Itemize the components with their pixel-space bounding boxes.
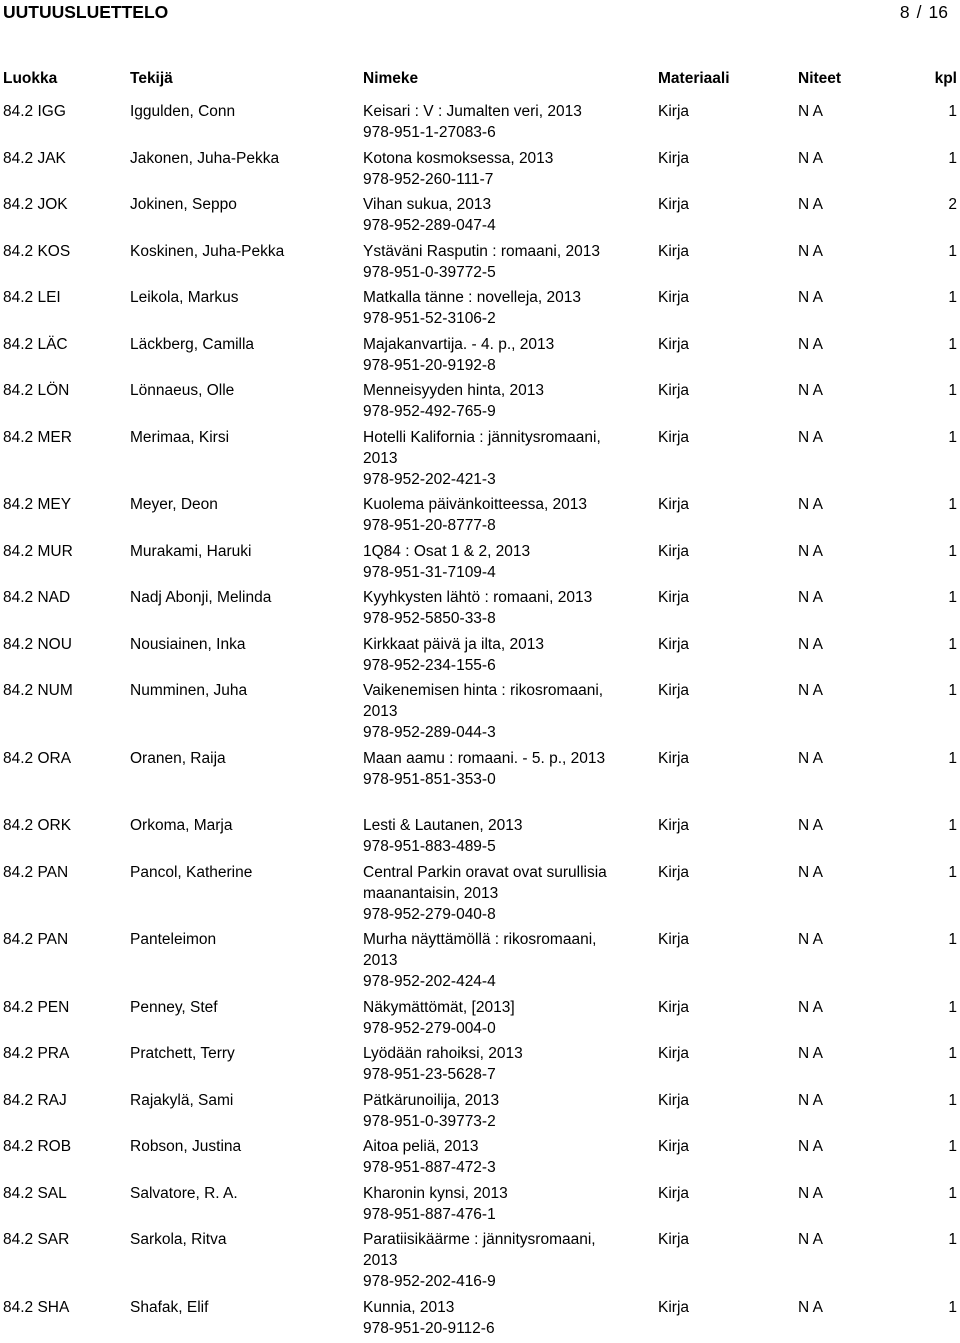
table-row: [0, 241, 960, 288]
cell-niteet: N A: [798, 1043, 823, 1064]
cell-nimeke: [363, 634, 623, 676]
cell-luokka: 84.2 LÄC: [3, 334, 68, 355]
cell-materiaali: Kirja: [658, 427, 689, 448]
cell-nimeke: [363, 101, 623, 143]
column-header-nimeke: Nimeke: [363, 68, 418, 89]
title-text: Central Parkin oravat ovat surullisia maanantaisin, 2013: [363, 864, 607, 902]
cell-nimeke: [363, 815, 623, 857]
cell-kpl: 1: [948, 380, 957, 401]
cell-tekija: Läckberg, Camilla: [130, 334, 254, 355]
isbn-text: 978-952-260-111-7: [363, 169, 623, 190]
cell-luokka: 84.2 NUM: [3, 680, 73, 701]
cell-materiaali: Kirja: [658, 997, 689, 1018]
table-header: [0, 68, 960, 90]
cell-kpl: 1: [948, 1229, 957, 1250]
cell-niteet: N A: [798, 541, 823, 562]
table-row: [0, 748, 960, 816]
table-row: [0, 148, 960, 195]
cell-materiaali: Kirja: [658, 494, 689, 515]
cell-luokka: 84.2 ROB: [3, 1136, 71, 1157]
cell-luokka: 84.2 PEN: [3, 997, 69, 1018]
cell-tekija: Pancol, Katherine: [130, 862, 252, 883]
title-text: Majakanvartija. - 4. p., 2013: [363, 336, 554, 353]
cell-tekija: Jakonen, Juha-Pekka: [130, 148, 279, 169]
cell-materiaali: Kirja: [658, 929, 689, 950]
title-text: Kirkkaat päivä ja ilta, 2013: [363, 636, 544, 653]
cell-kpl: 1: [948, 101, 957, 122]
cell-tekija: Meyer, Deon: [130, 494, 218, 515]
cell-nimeke: [363, 287, 623, 329]
isbn-text: 978-951-52-3106-2: [363, 308, 623, 329]
cell-tekija: Pratchett, Terry: [130, 1043, 235, 1064]
cell-materiaali: Kirja: [658, 587, 689, 608]
cell-materiaali: Kirja: [658, 1183, 689, 1204]
table-row: [0, 1229, 960, 1297]
cell-kpl: 1: [948, 680, 957, 701]
page-number: [900, 1, 948, 23]
cell-kpl: 1: [948, 427, 957, 448]
cell-materiaali: Kirja: [658, 241, 689, 262]
title-text: Lyödään rahoiksi, 2013: [363, 1045, 523, 1062]
cell-tekija: Jokinen, Seppo: [130, 194, 237, 215]
cell-materiaali: Kirja: [658, 1229, 689, 1250]
cell-nimeke: [363, 380, 623, 422]
cell-niteet: N A: [798, 929, 823, 950]
cell-materiaali: Kirja: [658, 1043, 689, 1064]
cell-tekija: Iggulden, Conn: [130, 101, 235, 122]
cell-niteet: N A: [798, 380, 823, 401]
cell-kpl: 1: [948, 334, 957, 355]
cell-tekija: Sarkola, Ritva: [130, 1229, 226, 1250]
cell-luokka: 84.2 PAN: [3, 862, 68, 883]
isbn-text: 978-952-279-004-0: [363, 1018, 623, 1039]
cell-nimeke: [363, 929, 623, 992]
title-text: Menneisyyden hinta, 2013: [363, 382, 544, 399]
cell-niteet: N A: [798, 427, 823, 448]
isbn-text: 978-952-202-424-4: [363, 971, 623, 992]
cell-niteet: N A: [798, 287, 823, 308]
cell-kpl: 1: [948, 634, 957, 655]
isbn-text: 978-952-234-155-6: [363, 655, 623, 676]
cell-niteet: N A: [798, 148, 823, 169]
cell-materiaali: Kirja: [658, 1090, 689, 1111]
cell-nimeke: [363, 541, 623, 583]
isbn-text: 978-951-0-39772-5: [363, 262, 623, 283]
cell-luokka: 84.2 JOK: [3, 194, 68, 215]
cell-kpl: 1: [948, 287, 957, 308]
isbn-text: 978-951-851-353-0: [363, 769, 623, 790]
cell-luokka: 84.2 IGG: [3, 101, 66, 122]
table-row: [0, 815, 960, 862]
cell-niteet: N A: [798, 862, 823, 883]
cell-luokka: 84.2 PRA: [3, 1043, 69, 1064]
cell-kpl: 1: [948, 494, 957, 515]
isbn-text: 978-951-20-9192-8: [363, 355, 623, 376]
isbn-text: 978-951-887-476-1: [363, 1204, 623, 1225]
cell-tekija: Rajakylä, Sami: [130, 1090, 233, 1111]
cell-materiaali: Kirja: [658, 287, 689, 308]
title-text: Ystäväni Rasputin : romaani, 2013: [363, 243, 600, 260]
table-row: [0, 494, 960, 541]
title-text: Kuolema päivänkoitteessa, 2013: [363, 496, 587, 513]
cell-nimeke: [363, 1136, 623, 1178]
table-row: [0, 194, 960, 241]
cell-materiaali: Kirja: [658, 541, 689, 562]
table-row: [0, 101, 960, 148]
cell-niteet: N A: [798, 1297, 823, 1318]
cell-nimeke: [363, 587, 623, 629]
title-text: Aitoa peliä, 2013: [363, 1138, 478, 1155]
title-text: Paratiisikäärme : jännitysromaani, 2013: [363, 1231, 596, 1269]
cell-nimeke: [363, 1229, 623, 1292]
table-row: [0, 334, 960, 381]
title-text: Kharonin kynsi, 2013: [363, 1185, 508, 1202]
table-row: [0, 541, 960, 588]
cell-niteet: N A: [798, 634, 823, 655]
title-text: Matkalla tänne : novelleja, 2013: [363, 289, 581, 306]
cell-tekija: Numminen, Juha: [130, 680, 247, 701]
cell-niteet: N A: [798, 334, 823, 355]
cell-materiaali: Kirja: [658, 334, 689, 355]
isbn-text: 978-951-883-489-5: [363, 836, 623, 857]
column-header-kpl: kpl: [935, 68, 957, 89]
isbn-text: 978-951-20-9112-6: [363, 1318, 623, 1339]
cell-tekija: Koskinen, Juha-Pekka: [130, 241, 284, 262]
cell-luokka: 84.2 MER: [3, 427, 72, 448]
cell-nimeke: [363, 427, 623, 490]
cell-materiaali: Kirja: [658, 748, 689, 769]
cell-tekija: Robson, Justina: [130, 1136, 241, 1157]
isbn-text: 978-951-887-472-3: [363, 1157, 623, 1178]
cell-niteet: N A: [798, 1136, 823, 1157]
isbn-text: 978-952-289-044-3: [363, 722, 623, 743]
table-row: [0, 1043, 960, 1090]
cell-luokka: 84.2 MEY: [3, 494, 71, 515]
cell-materiaali: Kirja: [658, 815, 689, 836]
cell-tekija: Shafak, Elif: [130, 1297, 208, 1318]
cell-kpl: 1: [948, 1136, 957, 1157]
cell-nimeke: [363, 1043, 623, 1085]
cell-luokka: 84.2 ORK: [3, 815, 71, 836]
isbn-text: 978-951-31-7109-4: [363, 562, 623, 583]
cell-niteet: N A: [798, 815, 823, 836]
isbn-text: 978-952-202-421-3: [363, 469, 623, 490]
cell-tekija: Merimaa, Kirsi: [130, 427, 229, 448]
cell-niteet: N A: [798, 748, 823, 769]
table-row: [0, 287, 960, 334]
isbn-text: 978-951-1-27083-6: [363, 122, 623, 143]
table-row: [0, 1136, 960, 1183]
cell-niteet: N A: [798, 241, 823, 262]
cell-tekija: Leikola, Markus: [130, 287, 239, 308]
cell-nimeke: [363, 148, 623, 190]
table-row: [0, 929, 960, 997]
column-header-niteet: Niteet: [798, 68, 841, 89]
cell-nimeke: [363, 1090, 623, 1132]
cell-kpl: 1: [948, 1183, 957, 1204]
cell-kpl: 1: [948, 587, 957, 608]
cell-kpl: 1: [948, 862, 957, 883]
table-row: [0, 1090, 960, 1137]
title-text: Hotelli Kalifornia : jännitysromaani, 2013: [363, 429, 601, 467]
isbn-text: 978-951-20-8777-8: [363, 515, 623, 536]
cell-tekija: Murakami, Haruki: [130, 541, 251, 562]
cell-nimeke: [363, 862, 623, 925]
cell-materiaali: Kirja: [658, 380, 689, 401]
cell-materiaali: Kirja: [658, 101, 689, 122]
column-header-tekija: Tekijä: [130, 68, 173, 89]
cell-tekija: Salvatore, R. A.: [130, 1183, 238, 1204]
title-text: Lesti & Lautanen, 2013: [363, 817, 522, 834]
cell-niteet: N A: [798, 587, 823, 608]
cell-kpl: 1: [948, 748, 957, 769]
cell-tekija: Oranen, Raija: [130, 748, 226, 769]
cell-materiaali: Kirja: [658, 1297, 689, 1318]
title-text: Vaikenemisen hinta : rikosromaani, 2013: [363, 682, 603, 720]
title-text: Pätkärunoilija, 2013: [363, 1092, 499, 1109]
title-text: Kyyhkysten lähtö : romaani, 2013: [363, 589, 592, 606]
page-title: UUTUUSLUETTELO: [3, 1, 168, 23]
cell-kpl: 1: [948, 1090, 957, 1111]
title-text: 1Q84 : Osat 1 & 2, 2013: [363, 543, 530, 560]
cell-niteet: N A: [798, 101, 823, 122]
cell-niteet: N A: [798, 680, 823, 701]
isbn-text: 978-951-0-39773-2: [363, 1111, 623, 1132]
title-text: Maan aamu : romaani. - 5. p., 2013: [363, 750, 605, 767]
cell-kpl: 1: [948, 997, 957, 1018]
cell-nimeke: [363, 494, 623, 536]
title-text: Keisari : V : Jumalten veri, 2013: [363, 103, 582, 120]
cell-luokka: 84.2 SAL: [3, 1183, 67, 1204]
cell-luokka: 84.2 RAJ: [3, 1090, 67, 1111]
isbn-text: 978-951-23-5628-7: [363, 1064, 623, 1085]
cell-niteet: N A: [798, 997, 823, 1018]
column-header-materiaali: Materiaali: [658, 68, 730, 89]
table-row: [0, 427, 960, 495]
table-row: [0, 680, 960, 748]
cell-nimeke: [363, 748, 623, 790]
cell-kpl: 1: [948, 241, 957, 262]
cell-nimeke: [363, 1297, 623, 1339]
cell-materiaali: Kirja: [658, 634, 689, 655]
table-row: [0, 997, 960, 1044]
cell-luokka: 84.2 LÖN: [3, 380, 69, 401]
cell-tekija: Orkoma, Marja: [130, 815, 233, 836]
cell-tekija: Penney, Stef: [130, 997, 218, 1018]
cell-materiaali: Kirja: [658, 148, 689, 169]
cell-kpl: 1: [948, 929, 957, 950]
isbn-text: 978-952-492-765-9: [363, 401, 623, 422]
table-row: [0, 634, 960, 681]
page-total: 16: [929, 1, 948, 23]
title-text: Murha näyttämöllä : rikosromaani, 2013: [363, 931, 596, 969]
title-text: Vihan sukua, 2013: [363, 196, 491, 213]
cell-materiaali: Kirja: [658, 1136, 689, 1157]
cell-luokka: 84.2 NAD: [3, 587, 70, 608]
cell-luokka: 84.2 KOS: [3, 241, 70, 262]
page-separator: /: [917, 1, 922, 23]
table-row: [0, 380, 960, 427]
cell-luokka: 84.2 PAN: [3, 929, 68, 950]
cell-kpl: 1: [948, 148, 957, 169]
isbn-text: 978-952-202-416-9: [363, 1271, 623, 1292]
cell-nimeke: [363, 680, 623, 743]
title-text: Näkymättömät, [2013]: [363, 999, 515, 1016]
cell-materiaali: Kirja: [658, 680, 689, 701]
cell-materiaali: Kirja: [658, 194, 689, 215]
cell-luokka: 84.2 ORA: [3, 748, 71, 769]
cell-niteet: N A: [798, 1183, 823, 1204]
cell-niteet: N A: [798, 1229, 823, 1250]
cell-luokka: 84.2 LEI: [3, 287, 61, 308]
title-text: Kunnia, 2013: [363, 1299, 454, 1316]
cell-niteet: N A: [798, 1090, 823, 1111]
cell-nimeke: [363, 334, 623, 376]
cell-tekija: Panteleimon: [130, 929, 216, 950]
table-row: [0, 862, 960, 930]
cell-nimeke: [363, 997, 623, 1039]
table-row: [0, 1183, 960, 1230]
cell-luokka: 84.2 SAR: [3, 1229, 69, 1250]
column-header-luokka: Luokka: [3, 68, 57, 89]
cell-luokka: 84.2 MUR: [3, 541, 73, 562]
catalog-table: [0, 101, 960, 1343]
isbn-text: 978-952-279-040-8: [363, 904, 623, 925]
cell-kpl: 1: [948, 1297, 957, 1318]
cell-luokka: 84.2 JAK: [3, 148, 66, 169]
table-row: [0, 587, 960, 634]
isbn-text: 978-952-5850-33-8: [363, 608, 623, 629]
cell-kpl: 1: [948, 815, 957, 836]
cell-niteet: N A: [798, 194, 823, 215]
title-text: Kotona kosmoksessa, 2013: [363, 150, 553, 167]
cell-tekija: Nousiainen, Inka: [130, 634, 245, 655]
cell-kpl: 1: [948, 1043, 957, 1064]
table-row: [0, 1297, 960, 1343]
cell-niteet: N A: [798, 494, 823, 515]
isbn-text: 978-952-289-047-4: [363, 215, 623, 236]
cell-nimeke: [363, 1183, 623, 1225]
cell-nimeke: [363, 241, 623, 283]
page-current: 8: [900, 1, 910, 23]
cell-nimeke: [363, 194, 623, 236]
cell-luokka: 84.2 SHA: [3, 1297, 69, 1318]
cell-luokka: 84.2 NOU: [3, 634, 72, 655]
cell-kpl: 1: [948, 541, 957, 562]
cell-tekija: Lönnaeus, Olle: [130, 380, 234, 401]
cell-kpl: 2: [948, 194, 957, 215]
cell-materiaali: Kirja: [658, 862, 689, 883]
cell-tekija: Nadj Abonji, Melinda: [130, 587, 271, 608]
